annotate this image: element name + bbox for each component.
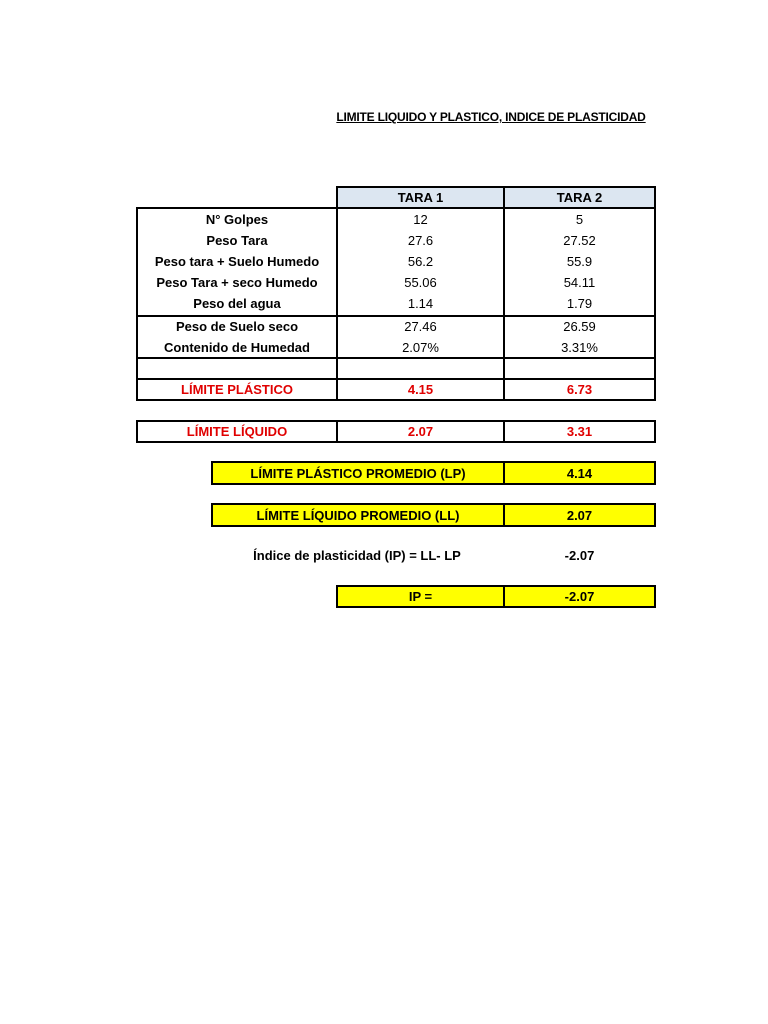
table-cell: 1.14 <box>407 296 434 311</box>
ip-value: -2.07 <box>503 585 656 608</box>
table-cell: 26.59 <box>563 319 596 334</box>
ll-promedio-value: 2.07 <box>503 503 656 527</box>
column-header-tara-2: TARA 2 <box>503 186 656 209</box>
ip-label: IP = <box>336 585 505 608</box>
limite-plastico-tara-1: 4.15 <box>407 382 434 397</box>
page-title: LIMITE LIQUIDO Y PLASTICO, INDICE DE PLASTICIDAD <box>336 110 646 124</box>
row-label-peso-agua: Peso del agua <box>193 296 281 311</box>
table-cell: 55.9 <box>566 254 593 269</box>
column-header-tara-1: TARA 1 <box>336 186 505 209</box>
table-cell: 3.31% <box>561 340 598 355</box>
row-label-peso-tara-seco-humedo: Peso Tara + seco Humedo <box>156 275 318 290</box>
lp-promedio-value: 4.14 <box>503 461 656 485</box>
table-cell: 56.2 <box>407 254 434 269</box>
table-cell: 2.07% <box>402 340 439 355</box>
limite-liquido-label: LÍMITE LÍQUIDO <box>186 424 288 439</box>
row-label-golpes: N° Golpes <box>205 212 269 227</box>
table-cell: 27.52 <box>563 233 596 248</box>
table-cell: 12 <box>413 212 428 227</box>
limite-liquido-tara-2: 3.31 <box>566 424 593 439</box>
indice-plasticidad-value: -2.07 <box>564 547 595 563</box>
indice-plasticidad-label: Índice de plasticidad (IP) = LL- LP <box>253 547 461 563</box>
limite-plastico-label: LÍMITE PLÁSTICO <box>181 382 293 397</box>
table-cell: 55.06 <box>404 275 437 290</box>
limite-liquido-tara-1: 2.07 <box>407 424 434 439</box>
limite-plastico-tara-2: 6.73 <box>566 382 593 397</box>
lp-promedio-label: LÍMITE PLÁSTICO PROMEDIO (LP) <box>211 461 505 485</box>
row-label-peso-tara: Peso Tara <box>206 233 268 248</box>
table-cell: 5 <box>575 212 584 227</box>
table-cell: 27.46 <box>404 319 437 334</box>
table-cell: 27.6 <box>407 233 434 248</box>
ll-promedio-label: LÍMITE LÍQUIDO PROMEDIO (LL) <box>211 503 505 527</box>
table-cell: 1.79 <box>566 296 593 311</box>
row-label-peso-suelo-seco: Peso de Suelo seco <box>175 319 299 334</box>
row-label-contenido-humedad: Contenido de Humedad <box>164 340 310 355</box>
table-cell: 54.11 <box>563 275 596 290</box>
row-label-peso-tara-suelo-humedo: Peso tara + Suelo Humedo <box>154 254 320 269</box>
